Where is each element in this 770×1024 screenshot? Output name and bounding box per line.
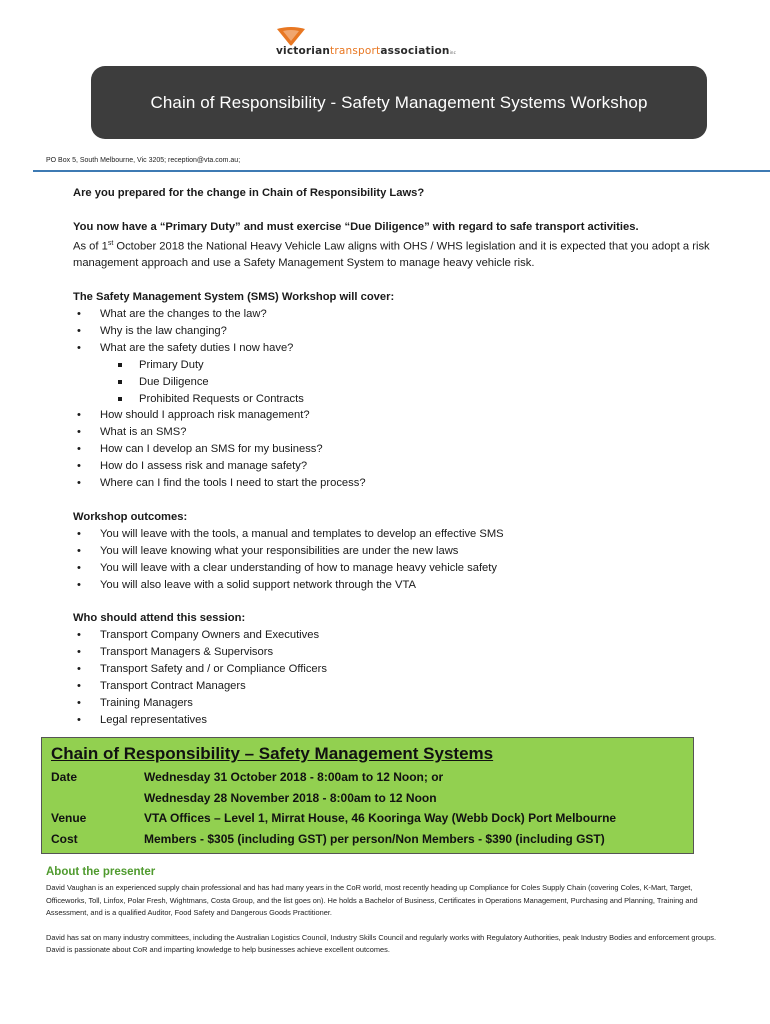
sub-list-item: Primary Duty [73, 357, 723, 374]
list-item: • Transport Company Owners and Executives [73, 627, 723, 644]
list-item: • Transport Managers & Supervisors [73, 644, 723, 661]
sms-list-continued [73, 407, 723, 492]
list-item: • Transport Safety and / or Compliance Officers [73, 661, 723, 678]
list-item: • Where can I find the tools I need to start the process? [73, 475, 723, 492]
event-cost-row [51, 829, 693, 850]
date-value-2: Wednesday 28 November 2018 - 8:00am to 12 Noon [144, 790, 437, 805]
attend-heading: Who should attend this session: [73, 612, 246, 625]
attend-list [73, 627, 723, 728]
event-venue-row [51, 808, 693, 829]
sms-sublist [73, 357, 723, 408]
header-divider [33, 170, 770, 172]
presenter-heading: About the presenter [46, 866, 156, 878]
list-item: • How can I develop an SMS for my business? [73, 441, 723, 458]
logo-text-association: association [380, 45, 450, 57]
vta-logo [270, 26, 500, 60]
page-title: Chain of Responsibility - Safety Management Systems Workshop [150, 92, 648, 112]
event-title: Chain of Responsibility – Safety Management Systems [51, 744, 494, 763]
list-item: • What is an SMS? [73, 424, 723, 441]
intro-paragraph [73, 236, 723, 273]
venue-label: Venue [51, 811, 87, 825]
vta-logo-text [276, 45, 456, 57]
list-item: • Why is the law changing? [73, 323, 723, 340]
logo-text-suffix: inc [449, 50, 457, 55]
list-item: • You will leave knowing what your responsibilities are under the new laws [73, 543, 723, 560]
sms-heading: The Safety Management System (SMS) Workshop will cover: [73, 291, 395, 304]
list-item: • What are the safety duties I now have? [73, 340, 723, 357]
sub-list-item: Due Diligence [73, 374, 723, 391]
main-content [73, 185, 723, 729]
intro-question: Are you prepared for the change in Chain of Responsibility Laws? [73, 187, 425, 199]
contact-line: PO Box 5, South Melbourne, Vic 3205; reception@vta.com.au; [46, 157, 241, 164]
presenter-bio-paragraph-1: David Vaughan is an experienced supply chain professional and has had many years in the CoR world, most recently heading up Compliance for Coles Supply Chain (covering Coles, K-Mart, Target, Officeworks, Toll, Linfox, Polar Fresh, Wightmans, Costa Group, and the list goes on). He holds a Bachelor of Business, Certificates in Operations Management, Purchasing and Planning, Training and Assessment, and is a qualified Auditor, Food Safety and Dangerous Goods Practitioner. [46, 883, 698, 917]
intro-paragraph-sup: st [107, 239, 114, 247]
event-details-box [41, 737, 694, 854]
date-label: Date [51, 770, 78, 784]
venue-value: VTA Offices – Level 1, Mirrat House, 46 Kooringa Way (Webb Dock) Port Melbourne [144, 811, 617, 825]
cost-label: Cost [51, 831, 78, 846]
title-banner [91, 66, 707, 139]
list-item: • How should I approach risk management? [73, 407, 723, 424]
list-item: • You will leave with the tools, a manual and templates to develop an effective SMS [73, 526, 723, 543]
date-value-1: Wednesday 31 October 2018 - 8:00am to 12 Noon; or [144, 770, 444, 784]
list-item: • Training Managers [73, 695, 723, 712]
presenter-bio-paragraph-2: David has sat on many industry committees, including the Australian Logistics Council, Industry Skills Council and regularly works with Regulatory Authorities, peak Industry Bodies and enforcement groups. David is passionate about CoR and imparting knowledge to help businesses achieve excellent outcomes. [46, 932, 717, 954]
sms-list [73, 306, 723, 357]
intro-paragraph-prefix: As of 1 [73, 240, 108, 253]
list-item: • You will leave with a clear understanding of how to manage heavy vehicle safety [73, 560, 723, 577]
list-item: • How do I assess risk and manage safety? [73, 458, 723, 475]
outcomes-list [73, 526, 723, 594]
list-item: • Transport Contract Managers [73, 678, 723, 695]
list-item: • You will also leave with a solid support network through the VTA [73, 577, 723, 594]
presenter-bio [46, 882, 726, 957]
sub-list-item: Prohibited Requests or Contracts [73, 391, 723, 408]
logo-text-transport: transport [330, 45, 381, 57]
intro-paragraph-rest: October 2018 the National Heavy Vehicle Law aligns with OHS / WHS legislation and it is expected that you adopt a risk management approach and use a Safety Management System to manage heavy vehicle risk. [73, 240, 710, 270]
logo-text-victorian: victorian [276, 45, 331, 57]
cost-value: Members - $305 (including GST) per person/Non Members - $390 (including GST) [144, 831, 605, 846]
vta-logo-mark-icon [276, 26, 306, 46]
outcomes-heading: Workshop outcomes: [73, 510, 188, 523]
event-date-row-2 [51, 788, 693, 809]
list-item: • Legal representatives [73, 712, 723, 729]
list-item: • What are the changes to the law? [73, 306, 723, 323]
primary-duty-heading: You now have a “Primary Duty” and must exercise “Due Diligence” with regard to safe transport activities. [73, 220, 639, 233]
event-date-row [51, 767, 693, 788]
